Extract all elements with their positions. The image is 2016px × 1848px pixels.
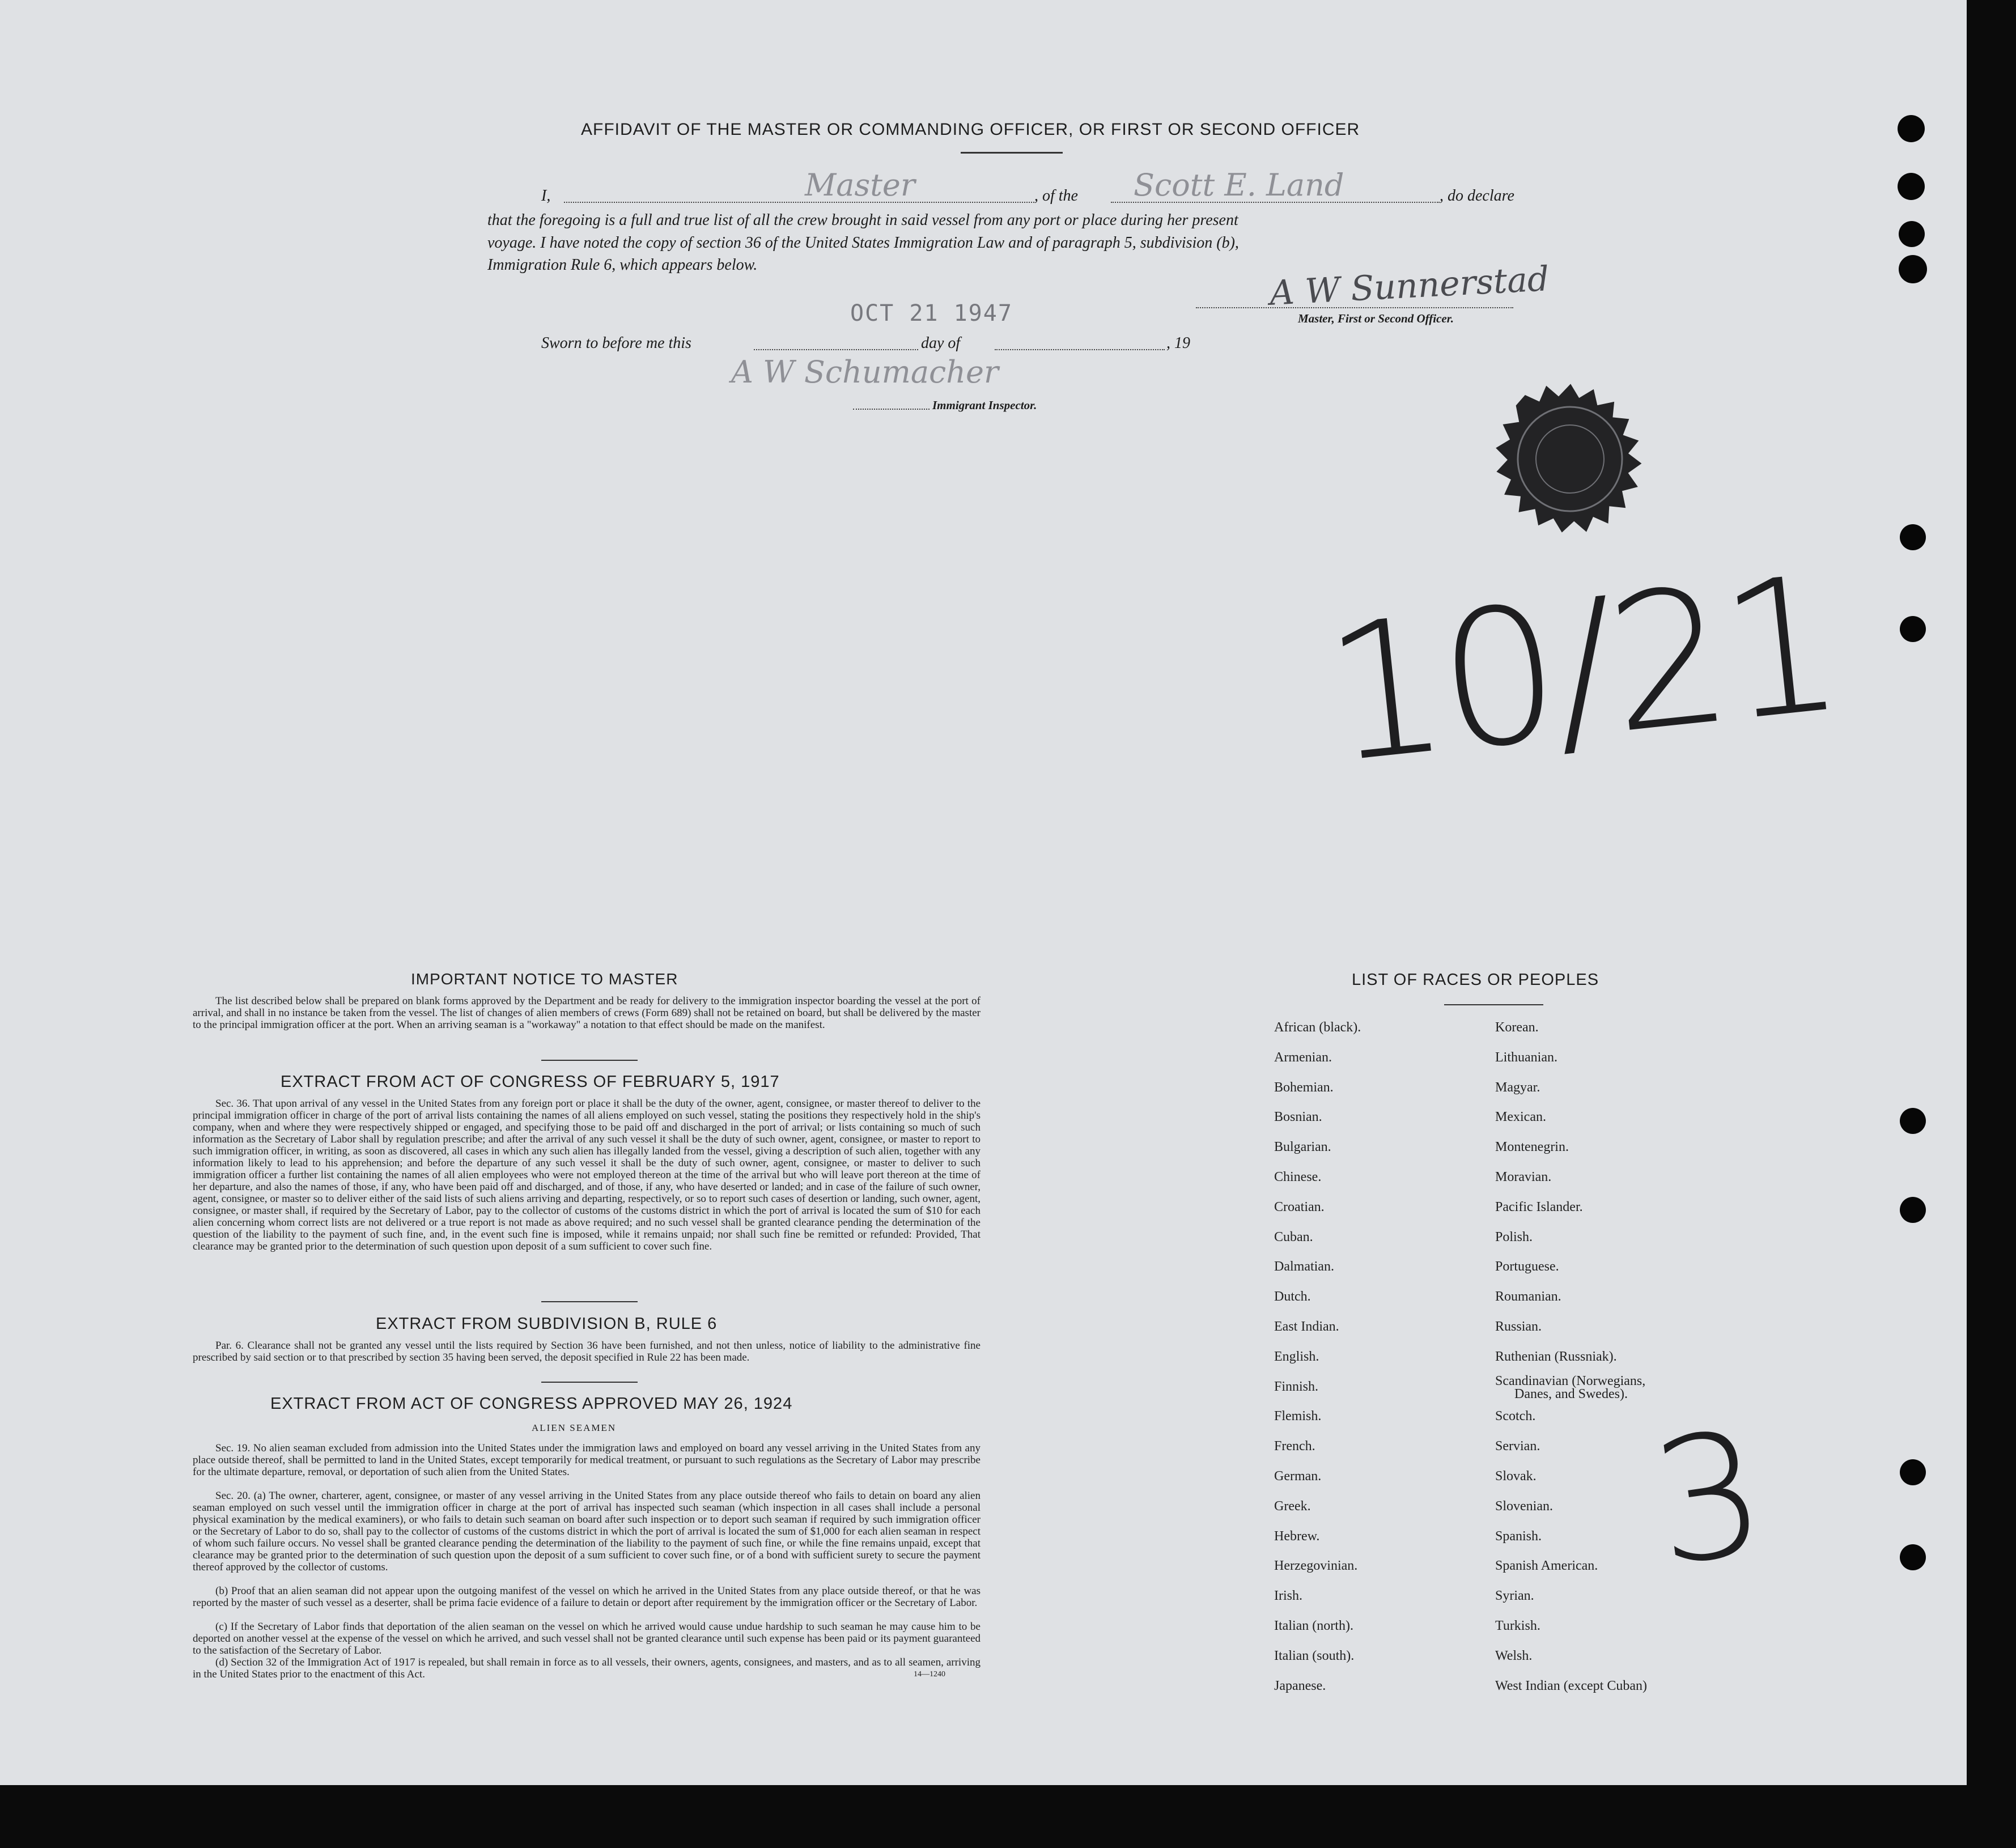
extract-1924-subtitle: ALIEN SEAMEN bbox=[532, 1422, 617, 1433]
extract-1917-body: Sec. 36. That upon arrival of any vessel in the United States from any foreign port or place it shall be the duty of the owner, agent, consignee, or master thereof to deliver to the principal immigration officer in charge of the port of arrival lists containing the names of all aliens employed on such vessel, stating the positions they respectively hold in the ship's company, when and where they were respectively shipped or engaged, and specifying those to be paid off and discharged in the port of arrival; or lists containing so much of such information as the Secretary of Labor shall by regulation prescribe; and after the arrival of any such vessel it shall be the duty of such owner, agent, consignee, or master to report to such immigration officer, in writing, as soon as discovered, all cases in which any such alien has illegally landed from the vessel, giving a description of such alien, together with any information likely to lead to his apprehension; and before the departure of any such vessel it shall be the duty of such owner, agent, consignee, or master to deliver to such immigration officer a further list containing the names of all alien employees who were not employed thereon at the time of the arrival but who will leave port thereon at the time of her departure, and also the names of those, if any, who have been paid off and discharged, and of those, if any, who have deserted or landed; and in case of the failure of such owner, agent, consignee, or master so to deliver either of the said lists of such aliens arriving and departing, respectively, or so to report such cases of desertion or landing, such owner, agent, consignee, or master shall, if required by the Secretary of Labor, pay to the collector of customs of the customs district in which the port of arrival is located the sum of $10 for each alien concerning whom correct lists are not delivered or a true report is not made as above required; and no such vessel shall be granted clearance pending the determination of the question of the liability to the payment of such fine, and, in the event such fine is imposed, while it remains unpaid; nor shall such fine be remitted or refunded: Provided, That clearance may be granted prior to the determination of such question upon deposit of a sum sufficient to cover such fine. bbox=[193, 1098, 981, 1252]
race-item: Moravian. bbox=[1495, 1170, 1552, 1184]
race-item: Dalmatian. bbox=[1274, 1259, 1334, 1274]
race-item: English. bbox=[1274, 1349, 1319, 1364]
race-item: Croatian. bbox=[1274, 1200, 1325, 1214]
handwritten-page-number: 3 bbox=[1641, 1393, 1777, 1604]
race-item: African (black). bbox=[1274, 1020, 1361, 1035]
race-item: Spanish. bbox=[1495, 1529, 1542, 1544]
races-divider bbox=[1444, 1004, 1543, 1005]
race-item: Turkish. bbox=[1495, 1618, 1540, 1633]
race-item: Armenian. bbox=[1274, 1050, 1332, 1065]
form-number: 14—1240 bbox=[914, 1670, 945, 1679]
affidavit-line4: Immigration Rule 6, which appears below. bbox=[487, 256, 758, 274]
race-item: Cuban. bbox=[1274, 1230, 1313, 1244]
sworn-year: , 19 bbox=[1166, 334, 1190, 352]
punch-hole-icon bbox=[1900, 616, 1926, 642]
extract-1917-title: EXTRACT FROM ACT OF CONGRESS OF FEBRUARY 5, 1917 bbox=[281, 1073, 780, 1091]
notice-body: The list described below shall be prepared on blank forms approved by the Department and be ready for delivery to the immigration inspector boarding the vessel at the port of arrival, and shall in no instance be taken from the vessel. The list of changes of alien members of crews (Form 689) shall not be retained on board, but shall be delivered by the master to the principal immigration officer at the port. When an arriving seaman is a "workaway" a notation to that effect should be made on the manifest. bbox=[193, 995, 981, 1031]
race-item: Lithuanian. bbox=[1495, 1050, 1557, 1065]
race-item: Bulgarian. bbox=[1274, 1140, 1331, 1154]
affidavit-line3: voyage. I have noted the copy of section 36 of the United States Immigration Law and of paragraph 5, subdivision (b), bbox=[487, 234, 1239, 252]
race-item: Finnish. bbox=[1274, 1379, 1319, 1394]
race-item: Irish. bbox=[1274, 1588, 1302, 1603]
sworn-prefix: Sworn to before me this bbox=[541, 334, 691, 352]
race-item: East Indian. bbox=[1274, 1319, 1339, 1334]
extract-rule6-divider bbox=[541, 1382, 638, 1383]
punch-hole-icon bbox=[1900, 1197, 1926, 1223]
race-item: Hebrew. bbox=[1274, 1529, 1320, 1544]
race-item: Herzegovinian. bbox=[1274, 1558, 1358, 1573]
race-item: Magyar. bbox=[1495, 1080, 1540, 1095]
race-item: Danes, and Swedes). bbox=[1514, 1387, 1628, 1401]
race-item: Bohemian. bbox=[1274, 1080, 1334, 1095]
punch-hole-icon bbox=[1900, 524, 1926, 550]
affidavit-line2: that the foregoing is a full and true list of all the crew brought in said vessel from any port or place during her present bbox=[487, 211, 1238, 229]
race-item: Chinese. bbox=[1274, 1170, 1322, 1184]
notary-seal-icon bbox=[1485, 374, 1655, 544]
punch-hole-icon bbox=[1900, 1544, 1926, 1570]
race-item: Bosnian. bbox=[1274, 1110, 1322, 1124]
race-item: Portuguese. bbox=[1495, 1259, 1559, 1274]
extract-rule6-title: EXTRACT FROM SUBDIVISION B, RULE 6 bbox=[376, 1315, 718, 1333]
inspector-signature: A W Schumacher bbox=[731, 354, 999, 390]
title-divider bbox=[961, 152, 1063, 154]
date-stamp: OCT 21 1947 bbox=[850, 300, 1013, 326]
race-item: Mexican. bbox=[1495, 1110, 1546, 1124]
punch-hole-icon bbox=[1899, 221, 1925, 247]
inspector-signature-line bbox=[853, 409, 930, 410]
extract-1924-title: EXTRACT FROM ACT OF CONGRESS APPROVED MAY 26, 1924 bbox=[270, 1395, 793, 1413]
notice-divider bbox=[541, 1060, 638, 1061]
race-item: Greek. bbox=[1274, 1499, 1311, 1514]
handwritten-date: 10/21 bbox=[1316, 534, 1847, 805]
race-item: West Indian (except Cuban) bbox=[1495, 1679, 1647, 1693]
affidavit-title: AFFIDAVIT OF THE MASTER OR COMMANDING OFFICER, OR FIRST OR SECOND OFFICER bbox=[581, 120, 1360, 139]
race-item: Ruthenian (Russniak). bbox=[1495, 1349, 1617, 1364]
extract-1924-sec20d: (d) Section 32 of the Immigration Act of 1917 is repealed, but shall remain in force as to all vessels, their owners, agents, consignees, and masters, and as to all seamen, arriving in the United States prior to the enactment of this Act. bbox=[193, 1656, 981, 1680]
rank-field-line bbox=[564, 202, 1034, 203]
punch-hole-icon bbox=[1898, 173, 1925, 200]
race-item: Korean. bbox=[1495, 1020, 1539, 1035]
extract-rule6-body: Par. 6. Clearance shall not be granted any vessel until the lists required by Section 36 have been furnished, and not then unless, notice of liability to the administrative fine prescribed by said section or to that prescribed by section 35 having been served, the deposit specified in Rule 22 has been made. bbox=[193, 1340, 981, 1363]
race-item: Scandinavian (Norwegians, bbox=[1495, 1374, 1646, 1388]
master-signature: A W Sunnerstad bbox=[1268, 259, 1550, 313]
race-item: Slovenian. bbox=[1495, 1499, 1553, 1514]
extract-1924-sec20c: (c) If the Secretary of Labor finds that deportation of the alien seaman on the vessel on which he arrived would cause undue hardship to such seaman he may cause him to be deported on another vessel at the expense of the vessel on which he arrived, and such vessel shall not be granted clearance until such expense has been paid or its payment guaranteed to the satisfaction of the Secretary of Labor. bbox=[193, 1621, 981, 1656]
punch-hole-icon bbox=[1900, 1459, 1926, 1485]
race-item: Italian (north). bbox=[1274, 1618, 1353, 1633]
race-item: Italian (south). bbox=[1274, 1649, 1355, 1663]
race-item: Syrian. bbox=[1495, 1588, 1534, 1603]
race-item: French. bbox=[1274, 1439, 1315, 1454]
race-item: Scotch. bbox=[1495, 1409, 1536, 1424]
race-item: Montenegrin. bbox=[1495, 1140, 1569, 1154]
race-item: German. bbox=[1274, 1469, 1322, 1484]
sworn-date-line bbox=[754, 349, 918, 350]
race-item: Polish. bbox=[1495, 1230, 1533, 1244]
punch-hole-icon bbox=[1898, 115, 1925, 142]
punch-hole-icon bbox=[1900, 1108, 1926, 1134]
races-title: LIST OF RACES OR PEOPLES bbox=[1352, 971, 1599, 989]
extract-1917-divider bbox=[541, 1301, 638, 1302]
affidavit-line1-of: , of the bbox=[1034, 187, 1078, 205]
race-item: Slovak. bbox=[1495, 1469, 1537, 1484]
race-item: Russian. bbox=[1495, 1319, 1542, 1334]
rank-handwriting: Master bbox=[805, 167, 915, 203]
extract-1924-sec19: Sec. 19. No alien seaman excluded from admission into the United States under the immigration laws and employed on board any vessel arriving in the United States from any place outside thereof, shall be permitted to land in the United States, except temporarily for medical treatment, or pursuant to such regulations as the Secretary of Labor may prescribe for the ultimate departure, removal, or deportation of such alien from the United States. bbox=[193, 1442, 981, 1478]
race-item: Dutch. bbox=[1274, 1289, 1311, 1304]
race-item: Spanish American. bbox=[1495, 1558, 1598, 1573]
race-item: Servian. bbox=[1495, 1439, 1540, 1454]
affidavit-line1-prefix: I, bbox=[541, 187, 551, 205]
race-item: Japanese. bbox=[1274, 1679, 1326, 1693]
race-item: Pacific Islander. bbox=[1495, 1200, 1583, 1214]
affidavit-line1-suffix: , do declare bbox=[1440, 187, 1514, 205]
inspector-caption: Immigrant Inspector. bbox=[932, 398, 1037, 412]
vessel-handwriting: Scott E. Land bbox=[1134, 167, 1344, 203]
extract-1924-sec20b: (b) Proof that an alien seaman did not appear upon the outgoing manifest of the vessel on which he arrived in the United States from any place outside thereof, or that he was reported by the master of such vessel as a deserter, shall be prima facie evidence of a failure to detain or deport after requirement by the immigration officer or the Secretary of Labor. bbox=[193, 1585, 981, 1609]
race-item: Roumanian. bbox=[1495, 1289, 1561, 1304]
sworn-day-of: day of bbox=[921, 334, 961, 352]
punch-hole-icon bbox=[1899, 255, 1927, 283]
master-caption: Master, First or Second Officer. bbox=[1298, 312, 1454, 325]
race-item: Flemish. bbox=[1274, 1409, 1322, 1424]
race-item: Welsh. bbox=[1495, 1649, 1533, 1663]
sworn-month-line bbox=[995, 349, 1165, 350]
notice-title: IMPORTANT NOTICE TO MASTER bbox=[411, 970, 678, 988]
extract-1924-sec20a: Sec. 20. (a) The owner, charterer, agent, consignee, or master of any vessel arriving in the United States from any place outside thereof who fails to detain on board any alien seaman employed on such vessel until the immigration officer in charge at the port of arrival has inspected such seaman (which inspection in all cases shall include a personal physical examination by the medical examiners), or who fails to detain such seaman on board after such inspection or to deport such seaman if required by such immigration officer or the Secretary of Labor to do so, shall pay to the collector of customs of the customs district in which the port of arrival is located the sum of $1,000 for each alien seaman in respect of whom such failure occurs. No vessel shall be granted clearance pending the determination of the liability to the payment of such fine, or while the fine remains unpaid, except that clearance may be granted prior to the determination of such question upon the deposit of a sum sufficient to cover such fine, or of a bond with sufficient surety to secure the payment thereof approved by the collector of customs. bbox=[193, 1490, 981, 1573]
